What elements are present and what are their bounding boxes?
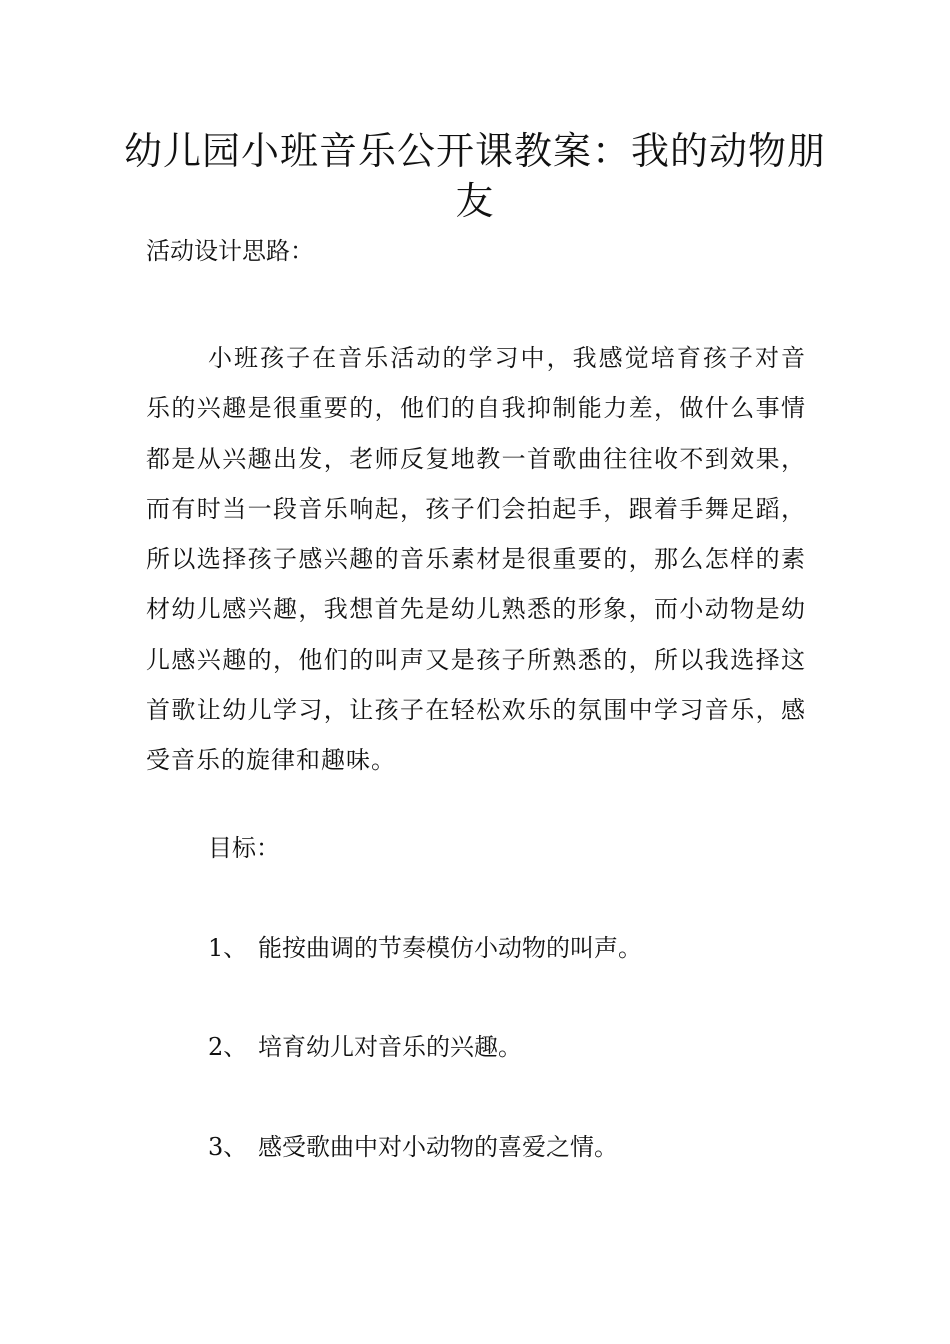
goal-number: 1、 [208, 934, 248, 962]
goal-item-1 [208, 933, 642, 963]
goal-number: 2、 [208, 1033, 248, 1061]
design-paragraph: 小班孩子在音乐活动的学习中，我感觉培育孩子对音乐的兴趣是很重要的，他们的自我抑制能力差，做什么事情都是从兴趣出发，老师反复地教一首歌曲往往收不到效果，而有时当一段音乐响起，孩子们会拍起手，跟着手舞足蹈，所以选择孩子感兴趣的音乐素材是很重要的，那么怎样的素材幼儿感兴趣，我想首先是幼儿熟悉的形象，而小动物是幼儿感兴趣的，他们的叫声又是孩子所熟悉的，所以我选择这首歌让幼儿学习，让孩子在轻松欢乐的氛围中学习音乐，感受音乐的旋律和趣味。 [146, 344, 806, 775]
goal-item-3 [208, 1132, 618, 1162]
goal-text: 感受歌曲中对小动物的喜爱之情。 [258, 1133, 618, 1161]
design-heading: 活动设计思路： [146, 237, 314, 265]
document-title: 幼儿园小班音乐公开课教案：我的动物朋友 [123, 129, 826, 223]
goals-heading: 目标： [208, 834, 280, 862]
goal-text: 培育幼儿对音乐的兴趣。 [258, 1033, 522, 1061]
goal-text: 能按曲调的节奏模仿小动物的叫声。 [258, 934, 642, 962]
goal-number: 3、 [208, 1133, 248, 1161]
goal-item-2 [208, 1032, 522, 1062]
